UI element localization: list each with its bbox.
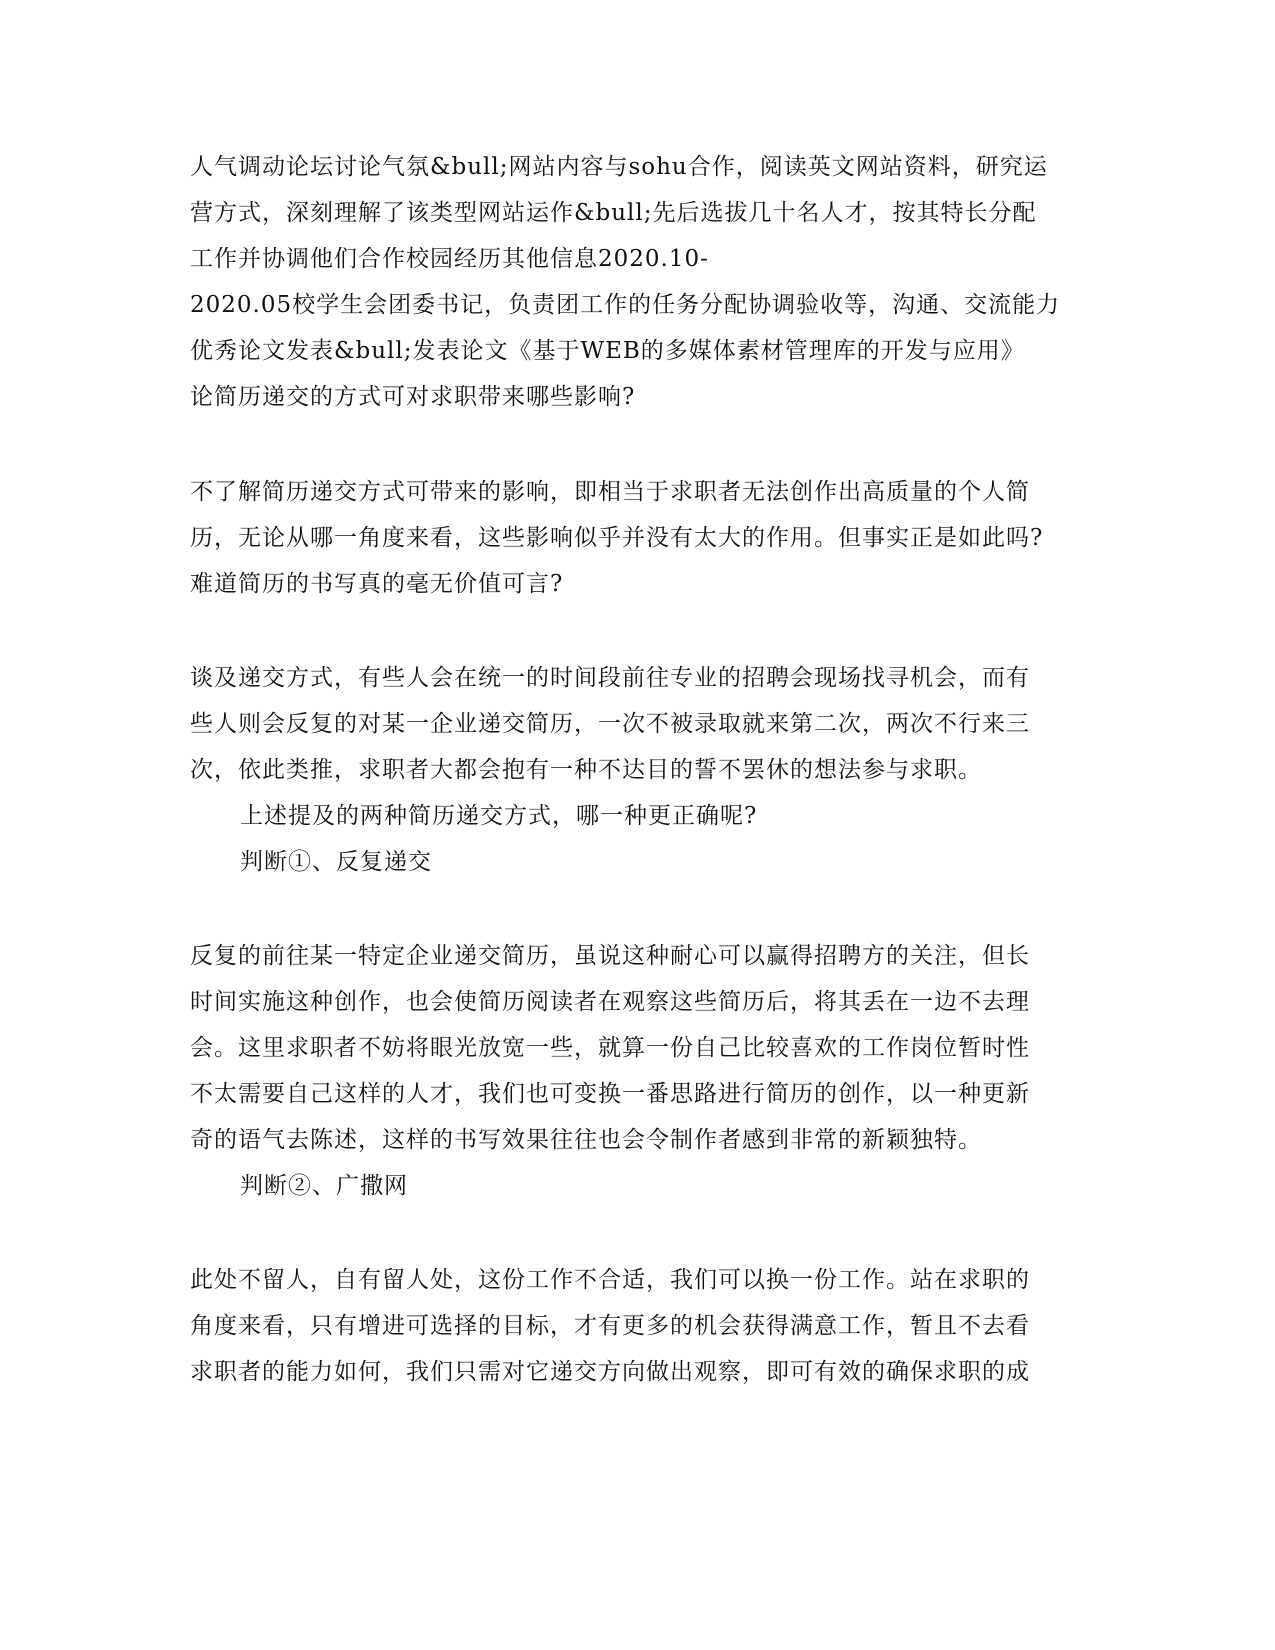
text-line: 谈及递交方式，有些人会在统一的时间段前往专业的招聘会现场找寻机会，而有 [190, 665, 1030, 691]
question-line: 上述提及的两种简历递交方式，哪一种更正确呢? [240, 803, 758, 829]
text-line: 奇的语气去陈述，这样的书写效果往往也会令制作者感到非常的新颖独特。 [190, 1127, 982, 1153]
text-line: 求职者的能力如何，我们只需对它递交方向做出观察，即可有效的确保求职的成 [190, 1359, 1030, 1385]
text-line: 时间实施这种创作，也会使简历阅读者在观察这些简历后，将其丢在一边不去理 [190, 989, 1030, 1015]
text-line: 会。这里求职者不妨将眼光放宽一些，就算一份自己比较喜欢的工作岗位暂时性 [190, 1035, 1030, 1061]
text-line: 次，依此类推，求职者大都会抱有一种不达目的誓不罢休的想法参与求职。 [190, 757, 982, 783]
text-line: 角度来看，只有增进可选择的目标，才有更多的机会获得满意工作，暂且不去看 [190, 1313, 1030, 1339]
text-line: 此处不留人，自有留人处，这份工作不合适，我们可以换一份工作。站在求职的 [190, 1267, 1030, 1293]
judgment-heading-2: 判断②、广撒网 [240, 1173, 408, 1199]
text-line: 不太需要自己这样的人才，我们也可变换一番思路进行简历的创作，以一种更新 [190, 1081, 1030, 1107]
text-line: 不了解简历递交方式可带来的影响，即相当于求职者无法创作出高质量的个人简 [190, 479, 1030, 505]
text-line: 工作并协调他们合作校园经历其他信息2020.10- [190, 246, 709, 272]
text-line: 历，无论从哪一角度来看，这些影响似乎并没有太大的作用。但事实正是如此吗? [190, 525, 1044, 551]
text-line: 人气调动论坛讨论气氛&bull;网站内容与sohu合作，阅读英文网站资料，研究运 [190, 154, 1048, 180]
text-line: 些人则会反复的对某一企业递交简历，一次不被录取就来第二次，两次不行来三 [190, 711, 1030, 737]
judgment-heading-1: 判断①、反复递交 [240, 849, 432, 875]
text-line: 营方式，深刻理解了该类型网站运作&bull;先后选拔几十名人才，按其特长分配 [190, 200, 1037, 226]
section-heading: 论简历递交的方式可对求职带来哪些影响? [190, 384, 636, 410]
text-line: 反复的前往某一特定企业递交简历，虽说这种耐心可以赢得招聘方的关注，但长 [190, 943, 1030, 969]
text-line: 2020.05校学生会团委书记，负责团工作的任务分配协调验收等，沟通、交流能力 [190, 292, 1061, 318]
text-line: 优秀论文发表&bull;发表论文《基于WEB的多媒体素材管理库的开发与应用》 [190, 338, 1025, 364]
text-line: 难道简历的书写真的毫无价值可言? [190, 571, 564, 597]
